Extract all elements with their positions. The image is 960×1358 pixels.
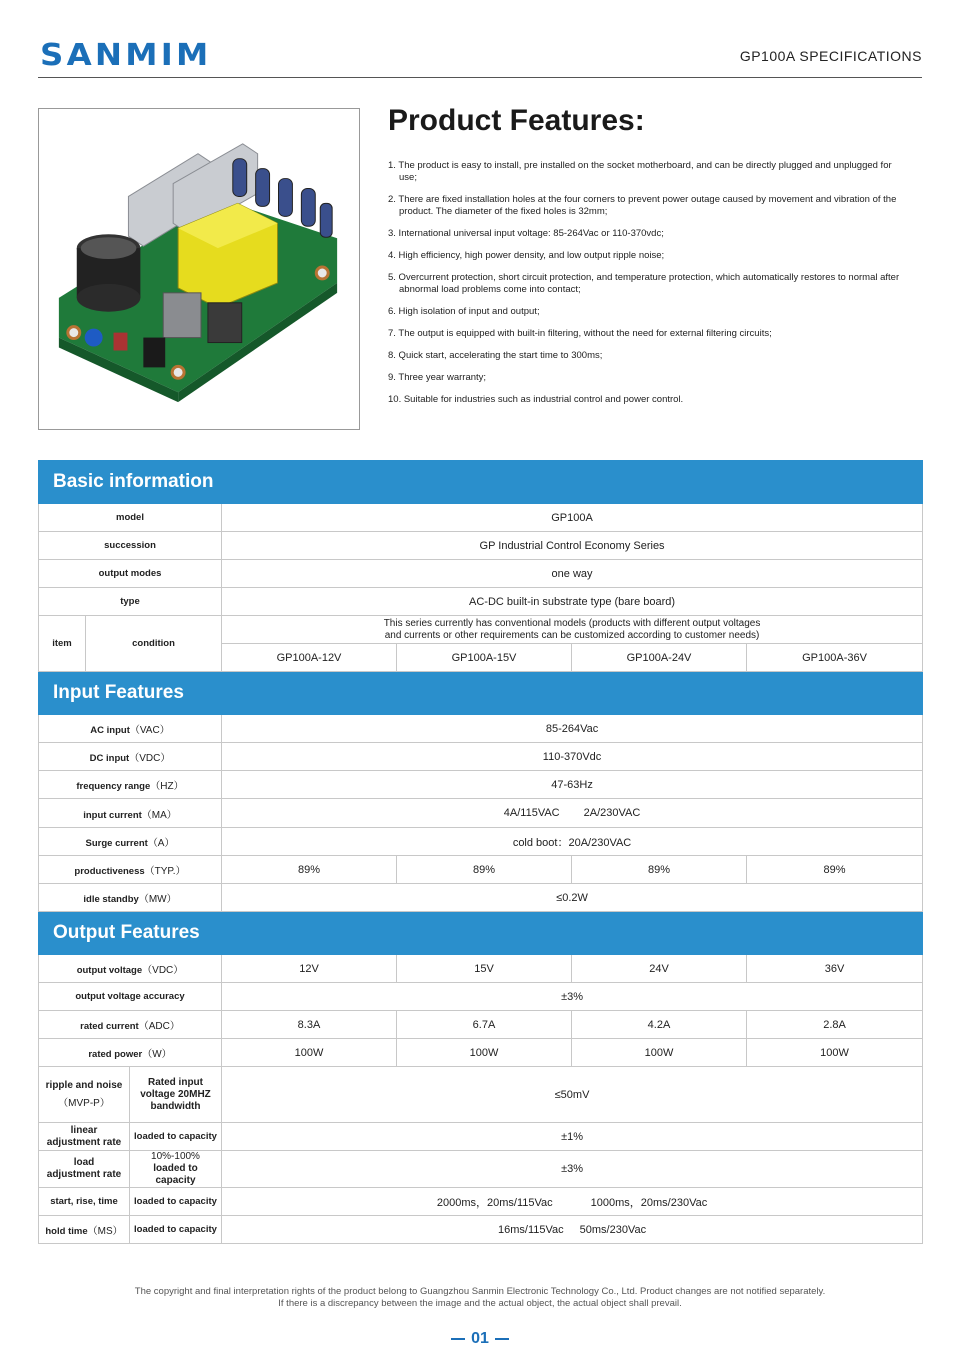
row-label: succession: [39, 532, 222, 560]
table-row: [39, 588, 923, 616]
value-part: 2000ms，20ms/115Vac: [436, 1196, 553, 1209]
label-unit: （MVP-P）: [58, 1097, 110, 1109]
voltage-cell: 24V: [572, 955, 747, 983]
label-unit: （ADC）: [138, 1021, 180, 1032]
label-text: input current: [83, 809, 142, 821]
table-row: [39, 504, 923, 532]
page-number-dash: [451, 1338, 465, 1340]
row-condition: loaded to capacity: [130, 1123, 222, 1151]
row-label: model: [39, 504, 222, 532]
condition-line: bandwidth: [150, 1100, 201, 1112]
row-label: [39, 743, 222, 771]
section-title: Output Features: [39, 912, 923, 955]
label-text: adjustment rate: [46, 1169, 122, 1180]
page-number-dash: [495, 1338, 509, 1340]
label-text: load: [73, 1157, 95, 1168]
model-cell: GP100A-36V: [747, 644, 923, 672]
row-condition: [130, 1151, 222, 1188]
feature-item: 3. International universal input voltage: 85-264Vac or 110-370vdc;: [388, 228, 664, 239]
row-label: [39, 799, 222, 828]
table-row: [39, 828, 923, 856]
table-row: [39, 884, 923, 912]
efficiency-cell: 89%: [572, 856, 747, 884]
label-unit: （MW）: [138, 894, 177, 905]
row-label: condition: [86, 616, 222, 672]
row-label: [39, 856, 222, 884]
label-text: linear: [70, 1124, 98, 1136]
condition-note: [222, 616, 923, 644]
table-row: [39, 1151, 923, 1188]
table-row: [39, 856, 923, 884]
label-text: Surge current: [85, 838, 148, 849]
current-cell: 2.8A: [747, 1011, 923, 1039]
power-board-illustration: [39, 109, 359, 429]
feature-item: 4. High efficiency, high power density, and low output ripple noise;: [388, 250, 665, 261]
row-value: ≤50mV: [222, 1067, 923, 1123]
feature-item: 8. Quick start, accelerating the start time to 300ms;: [388, 350, 603, 361]
efficiency-cell: 89%: [747, 856, 923, 884]
row-value: 47-63Hz: [222, 771, 923, 799]
current-cell: 8.3A: [222, 1011, 397, 1039]
efficiency-cell: 89%: [397, 856, 572, 884]
table-row: [39, 1123, 923, 1151]
row-value: AC-DC built-in substrate type (bare board): [222, 588, 923, 616]
table-row: [39, 560, 923, 588]
label-text: hold time: [45, 1226, 88, 1237]
feature-item: 7. The output is equipped with built-in filtering, without the need for external filtering circuits;: [388, 328, 772, 339]
row-label: start, rise, time: [39, 1188, 130, 1216]
label-text: AC input: [90, 725, 130, 736]
row-label: [39, 1067, 130, 1123]
row-value: 110-370Vdc: [222, 743, 923, 771]
table-row: [39, 955, 923, 983]
feature-item: 10. Suitable for industries such as industrial control and power control.: [388, 394, 684, 405]
copyright-line: The copyright and final interpretation rights of the product belong to Guangzhou Sanmin Electronic Technology Co., Ltd. Product changes are not notified separately.: [134, 1286, 826, 1297]
row-label: [39, 1216, 130, 1244]
condition-line: loaded to capacity: [153, 1163, 198, 1186]
condition-line: Rated input: [148, 1076, 203, 1088]
condition-note-line: This series currently has conventional models (products with different output voltages: [383, 617, 761, 629]
row-label: [39, 955, 222, 983]
label-text: output voltage: [76, 965, 143, 976]
table-row: [39, 983, 923, 1011]
feature-item: 1. The product is easy to install, pre installed on the socket motherboard, and can be directly plugged and unplugged for use;: [388, 160, 892, 183]
brand-logo: SANMIM: [40, 38, 212, 73]
section-title: Input Features: [39, 672, 923, 715]
condition-line: 10%-100%: [151, 1151, 200, 1162]
model-cell: GP100A-15V: [397, 644, 572, 672]
feature-item: 5. Overcurrent protection, short circuit protection, and temperature protection, which automatically restores to normal after abnormal load problems come into contact;: [388, 272, 900, 295]
section-title: Basic information: [39, 461, 923, 504]
row-condition: loaded to capacity: [130, 1216, 222, 1244]
row-label: [39, 1151, 130, 1188]
row-value: ≤0.2W: [222, 884, 923, 912]
row-value: GP100A: [222, 504, 923, 532]
voltage-cell: 12V: [222, 955, 397, 983]
voltage-cell: 15V: [397, 955, 572, 983]
label-text: rated current: [80, 1021, 139, 1032]
page-number-text: 01: [471, 1330, 489, 1347]
table-row: [39, 799, 923, 828]
feature-item: 9. Three year warranty;: [388, 372, 487, 383]
row-label: [39, 828, 222, 856]
label-text: DC input: [89, 753, 130, 764]
label-text: idle standby: [83, 894, 139, 905]
section-header-input: [39, 672, 923, 715]
label-unit: （A）: [147, 838, 175, 849]
copyright-line: If there is a discrepancy between the image and the actual object, the actual object shall prevail.: [278, 1298, 682, 1309]
row-value: GP Industrial Control Economy Series: [222, 532, 923, 560]
label-unit: （MS）: [87, 1226, 123, 1237]
row-value: [222, 1188, 923, 1216]
row-label: [39, 771, 222, 799]
table-row: [39, 1188, 923, 1216]
current-cell: 6.7A: [397, 1011, 572, 1039]
label-text: productiveness: [74, 866, 145, 877]
power-cell: 100W: [222, 1039, 397, 1067]
row-label: [39, 715, 222, 743]
efficiency-cell: 89%: [222, 856, 397, 884]
row-value: one way: [222, 560, 923, 588]
row-condition: loaded to capacity: [130, 1188, 222, 1216]
row-value: 85-264Vac: [222, 715, 923, 743]
table-row: [39, 616, 923, 644]
row-value: [222, 1216, 923, 1244]
document-title: GP100A SPECIFICATIONS: [739, 48, 922, 64]
table-row: [39, 743, 923, 771]
label-unit: （MA）: [141, 809, 177, 821]
row-label: [39, 1123, 130, 1151]
table-row: [39, 1067, 923, 1123]
condition-line: voltage 20MHZ: [140, 1088, 211, 1100]
label-text: ripple and noise: [45, 1079, 123, 1091]
label-text: rated power: [88, 1049, 143, 1060]
table-row: [39, 1216, 923, 1244]
feature-item: 6. High isolation of input and output;: [388, 306, 540, 317]
value-part: 16ms/115Vac: [497, 1223, 564, 1236]
model-cell: GP100A-24V: [572, 644, 747, 672]
table-row: [39, 532, 923, 560]
row-label: item: [39, 616, 86, 672]
row-label: [39, 884, 222, 912]
label-unit: （TYP.）: [144, 866, 186, 877]
value-part: 2A/230VAC: [583, 807, 641, 819]
value-part: 50ms/230Vac: [579, 1223, 647, 1236]
table-row: [39, 715, 923, 743]
row-value: ±1%: [222, 1123, 923, 1151]
page-header: [38, 30, 922, 78]
label-unit: （VDC）: [142, 965, 184, 976]
label-unit: （VDC）: [129, 753, 171, 764]
features-list: [388, 160, 908, 416]
label-unit: （HZ）: [150, 781, 184, 792]
power-cell: 100W: [572, 1039, 747, 1067]
feature-item: 2. There are fixed installation holes at the four corners to prevent power outage caused by movement and vibration of the product. The diameter of the fixed holes is 32mm;: [388, 194, 897, 217]
value-part: 4A/115VAC: [503, 807, 560, 819]
product-image: [38, 108, 360, 430]
label-text: adjustment rate: [46, 1136, 122, 1148]
label-text: frequency range: [76, 781, 151, 792]
label-unit: （W）: [142, 1049, 172, 1060]
row-label: [39, 1039, 222, 1067]
section-header-output: [39, 912, 923, 955]
table-row: [39, 771, 923, 799]
row-label: [39, 1011, 222, 1039]
section-header-basic: [39, 461, 923, 504]
row-condition: [130, 1067, 222, 1123]
row-label: output voltage accuracy: [39, 983, 222, 1011]
power-cell: 100W: [747, 1039, 923, 1067]
row-value: cold boot：20A/230VAC: [222, 828, 923, 856]
voltage-cell: 36V: [747, 955, 923, 983]
label-unit: （VAC）: [129, 725, 170, 736]
specifications-table: [38, 460, 923, 1244]
power-cell: 100W: [397, 1039, 572, 1067]
row-value: ±3%: [222, 983, 923, 1011]
row-label: type: [39, 588, 222, 616]
row-value: [222, 799, 923, 828]
row-label: output modes: [39, 560, 222, 588]
model-cell: GP100A-12V: [222, 644, 397, 672]
current-cell: 4.2A: [572, 1011, 747, 1039]
row-value: ±3%: [222, 1151, 923, 1188]
copyright-note: [38, 1286, 922, 1310]
value-part: 1000ms，20ms/230Vac: [590, 1196, 708, 1209]
condition-note-line: and currents or other requirements can be customized according to customer needs): [384, 629, 760, 641]
features-heading: Product Features:: [388, 104, 645, 137]
table-row: [39, 1039, 923, 1067]
page-number: [0, 1330, 960, 1348]
table-row: [39, 1011, 923, 1039]
